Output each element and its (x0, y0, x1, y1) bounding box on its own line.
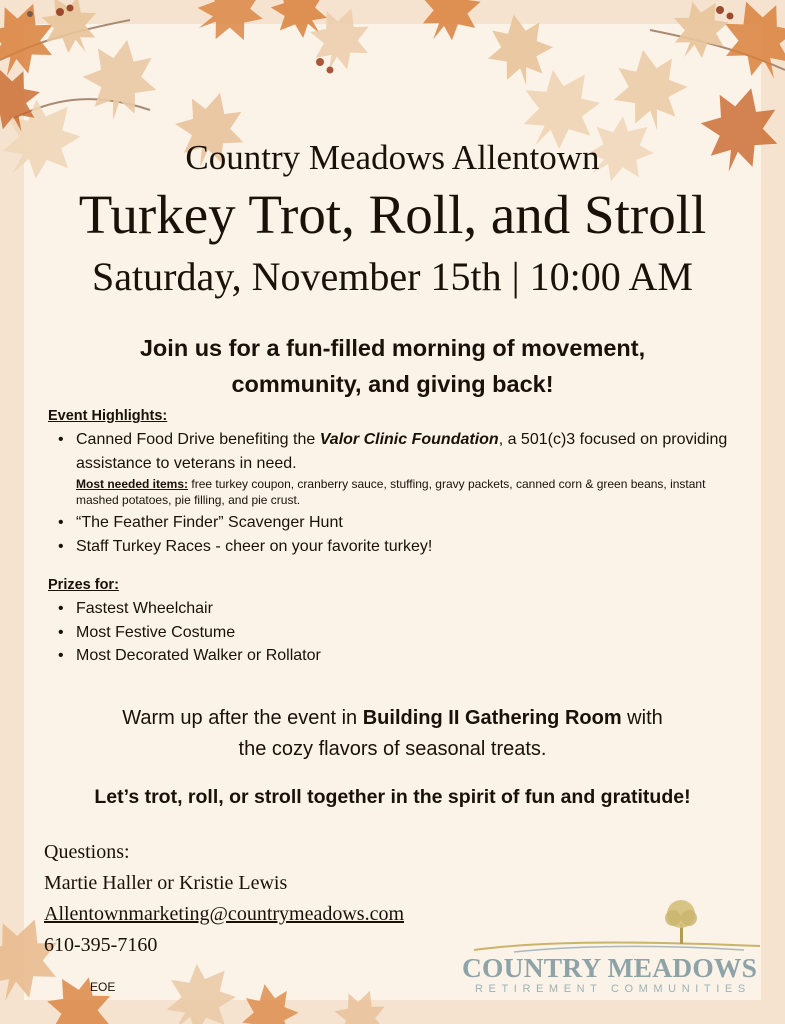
list-item-prize: • Most Festive Costume (48, 621, 748, 645)
contact-names: Martie Haller or Kristie Lewis (44, 872, 288, 894)
valor-clinic-name: Valor Clinic Foundation (319, 431, 499, 448)
prizes-heading: Prizes for: (48, 577, 119, 593)
warm-up-line-1 (0, 703, 785, 734)
logo-tagline: RETIREMENT COMMUNITIES (475, 983, 751, 995)
warm-up-suffix: with (621, 707, 663, 729)
prizes-list (48, 597, 748, 668)
warm-up-place: Building II Gathering Room (362, 707, 622, 729)
list-item-races: • Staff Turkey Races - cheer on your favorite turkey! (48, 535, 748, 559)
intro-line-1: Join us for a fun-filled morning of movement, (139, 335, 646, 361)
tree-logo-icon (474, 898, 760, 954)
intro-line-2: community, and giving back! (231, 371, 554, 397)
needed-items-label: Most needed items: (76, 477, 189, 491)
highlights-list (48, 428, 748, 558)
contact-phone: 610-395-7160 (44, 934, 158, 956)
needed-items (76, 475, 748, 511)
needed-items-list: free turkey coupon, cranberry sauce, stuffing, gravy packets, canned corn & green beans, instant mashed potatoes, pie filling, and pie crust. (76, 477, 706, 507)
warm-up-text (0, 703, 785, 765)
eoe-label: EOE (90, 980, 116, 994)
event-datetime: Saturday, November 15th | 10:00 AM (92, 254, 693, 299)
warm-up-prefix: Warm up after the event in (122, 707, 363, 729)
closing-text: Let’s trot, roll, or stroll together in the spirit of fun and gratitude! (94, 786, 691, 808)
food-drive-suffix: , a 501(c)3 focused on providing assistance to veterans in need. (76, 431, 728, 472)
list-item-prize: • Most Decorated Walker or Rollator (48, 644, 748, 668)
list-item-food-drive (48, 428, 748, 511)
list-item-scavenger: • “The Feather Finder” Scavenger Hunt (48, 511, 748, 535)
food-drive-prefix: Canned Food Drive benefiting the (76, 431, 320, 448)
logo-name: COUNTRY MEADOWS (462, 952, 758, 983)
org-name: Country Meadows Allentown (185, 138, 600, 177)
contact-email-link[interactable]: Allentownmarketing@countrymeadows.com (44, 903, 404, 925)
intro-text (0, 330, 785, 402)
questions-label: Questions: (44, 841, 130, 863)
list-item-prize: • Fastest Wheelchair (48, 597, 748, 621)
event-title: Turkey Trot, Roll, and Stroll (78, 184, 707, 245)
highlights-heading: Event Highlights: (48, 408, 168, 424)
warm-up-line-2: the cozy flavors of seasonal treats. (238, 738, 547, 760)
